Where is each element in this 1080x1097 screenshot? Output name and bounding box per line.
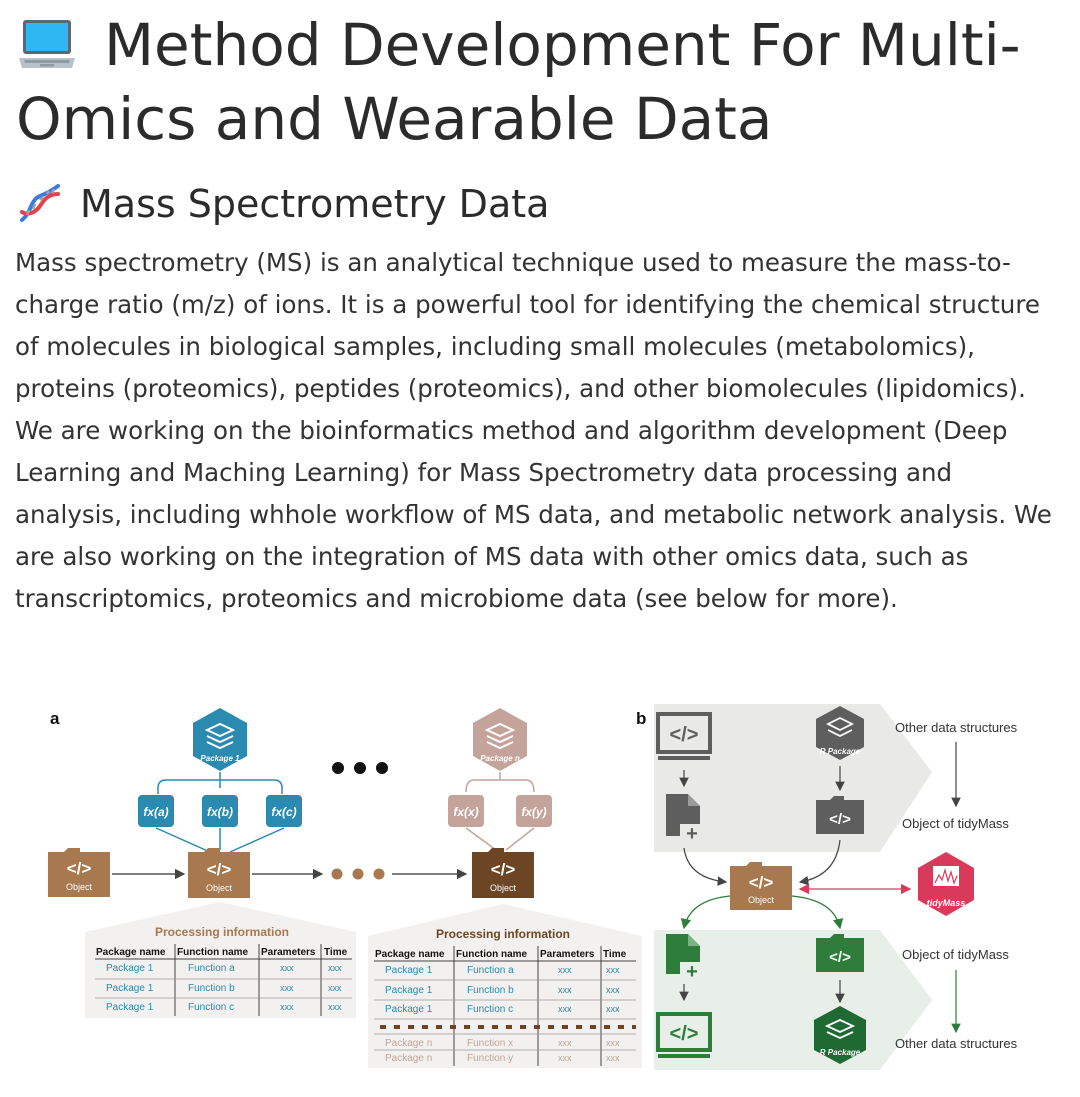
- section-title: [18, 178, 549, 230]
- table-left-cell: Package 1: [106, 963, 154, 974]
- function-c-box: [266, 795, 302, 827]
- table-right-cell: Package n: [385, 1038, 433, 1049]
- table-right-cell: Package 1: [385, 1004, 433, 1015]
- table-left-cell: xxx: [280, 983, 294, 993]
- svg-text:</>: </>: [829, 811, 851, 828]
- svg-text:</>: </>: [748, 873, 774, 892]
- table-left-cell: xxx: [328, 983, 342, 993]
- table-right-header-parameters: Parameters: [540, 949, 595, 960]
- table-right-cell: xxx: [558, 1038, 572, 1048]
- table-left-header-function: Function name: [177, 947, 249, 958]
- page-title: [16, 8, 1066, 156]
- workflow-figure-svg: [40, 700, 1050, 1080]
- table-right-cell: xxx: [558, 985, 572, 995]
- package-1-hexagon: [193, 708, 247, 771]
- table-right-cell: Package 1: [385, 985, 433, 996]
- package-n-hexagon: [473, 708, 527, 771]
- function-x-box: [448, 795, 484, 827]
- table-left-cell: Package 1: [106, 1002, 154, 1013]
- table-right-cell: xxx: [606, 965, 620, 975]
- svg-text:</>: </>: [669, 724, 699, 746]
- dna-icon: [18, 182, 62, 226]
- tidymass-logo: [918, 852, 974, 916]
- function-y-box: [516, 795, 552, 827]
- processing-info-title-left: Processing information: [154, 925, 290, 939]
- object-end-folder: [472, 848, 534, 898]
- table-right-cell: xxx: [606, 985, 620, 995]
- table-right-cell: xxx: [558, 1053, 572, 1063]
- table-left-cell: xxx: [280, 1002, 294, 1012]
- table-right-header-function: Function name: [456, 949, 528, 960]
- table-left-cell: Function b: [188, 983, 235, 994]
- other-data-structures-bottom: Other data structures: [895, 1036, 1018, 1051]
- svg-text:</>: </>: [829, 949, 851, 966]
- tidymass-object-gray-folder: [816, 796, 864, 834]
- object-middle-label: Object: [205, 883, 233, 893]
- function-x-label: fx(x): [453, 805, 479, 819]
- table-left-header-package: Package name: [96, 947, 166, 958]
- processing-info-title-right: Processing information: [435, 927, 571, 941]
- svg-text:+: +: [686, 823, 698, 845]
- object-start-folder: [48, 848, 110, 897]
- table-right-cell: Function a: [467, 965, 514, 976]
- table-left-cell: Function c: [188, 1002, 235, 1013]
- object-of-tidymass-bottom: Object of tidyMass: [902, 947, 1009, 962]
- table-right-cell: xxx: [606, 1038, 620, 1048]
- table-left-header-time: Time: [324, 947, 348, 958]
- table-right-cell: Function y: [467, 1053, 514, 1064]
- table-right-cell: Function c: [467, 1004, 514, 1015]
- other-data-structures-top: Other data structures: [895, 720, 1018, 735]
- workflow-figure: [40, 700, 1050, 1080]
- tidymass-object-green-folder: [816, 934, 864, 972]
- table-left-cell: xxx: [328, 963, 342, 973]
- table-left-cell: Package 1: [106, 983, 154, 994]
- function-a-box: [138, 795, 174, 827]
- laptop-icon: [16, 14, 78, 76]
- section-paragraph: Mass spectrometry (MS) is an analytical technique used to measure the mass-to-charge ratio (m/z) of ions. It is a powerful tool for identifying the chemical structure of molecules in biological samples, including small molecules (metabolomics), proteins (proteomics), peptides (proteomics), and other biomolecules (lipidomics). We are working on the bioinformatics method and algorithm development (Deep Learning and Maching Learning) for Mass Spectrometry data processing and analysis, including whhole workflow of MS data, and metabolic network analysis. We are also working on the integration of MS data with other omics data, such as transcriptomics, proteomics and microbiome data (see below for more).: [15, 248, 1052, 613]
- r-package-gray-label: R Package: [819, 747, 861, 756]
- object-of-tidymass-top: Object of tidyMass: [902, 816, 1009, 831]
- package-1-label: Package 1: [200, 754, 240, 763]
- svg-text:</>: </>: [66, 859, 92, 878]
- table-right-cell: xxx: [558, 965, 572, 975]
- section-title-text: Mass Spectrometry Data: [80, 182, 550, 226]
- function-b-label: fx(b): [207, 805, 233, 819]
- ellipsis-dots-top: [332, 762, 388, 774]
- table-right-header-package: Package name: [375, 949, 445, 960]
- table-right-cell: Package 1: [385, 965, 433, 976]
- function-y-label: fx(y): [521, 805, 547, 819]
- table-right-header-time: Time: [603, 949, 627, 960]
- object-middle-folder: [188, 848, 250, 898]
- function-c-label: fx(c): [271, 805, 297, 819]
- center-object-folder: [730, 862, 792, 910]
- table-left-cell: xxx: [328, 1002, 342, 1012]
- svg-text:</>: </>: [490, 860, 516, 879]
- panel-a-label: a: [50, 709, 60, 728]
- table-right-cell: xxx: [606, 1004, 620, 1014]
- svg-text:+: +: [686, 961, 698, 983]
- object-start-label: Object: [65, 882, 93, 892]
- r-package-green-label: R Package: [819, 1048, 861, 1057]
- tidymass-logo-label: tidyMass: [926, 898, 966, 908]
- svg-text:</>: </>: [669, 1023, 699, 1045]
- table-left-cell: xxx: [280, 963, 294, 973]
- package-n-label: Package n: [480, 754, 520, 763]
- table-right-cell: Package n: [385, 1053, 433, 1064]
- table-left-header-parameters: Parameters: [261, 947, 316, 958]
- object-end-label: Object: [489, 883, 517, 893]
- table-right-cell: Function x: [467, 1038, 514, 1049]
- table-right-cell: Function b: [467, 985, 514, 996]
- panel-b-label: b: [636, 709, 647, 728]
- page-title-text: Method Development For Multi-Omics and Wearable Data: [16, 11, 1021, 153]
- ellipsis-dots-middle: [332, 869, 385, 880]
- svg-text:</>: </>: [206, 860, 232, 879]
- table-left-cell: Function a: [188, 963, 235, 974]
- center-object-label: Object: [747, 895, 775, 905]
- table-right-cell: xxx: [606, 1053, 620, 1063]
- table-right-cell: xxx: [558, 1004, 572, 1014]
- function-b-box: [202, 795, 238, 827]
- function-a-label: fx(a): [143, 805, 169, 819]
